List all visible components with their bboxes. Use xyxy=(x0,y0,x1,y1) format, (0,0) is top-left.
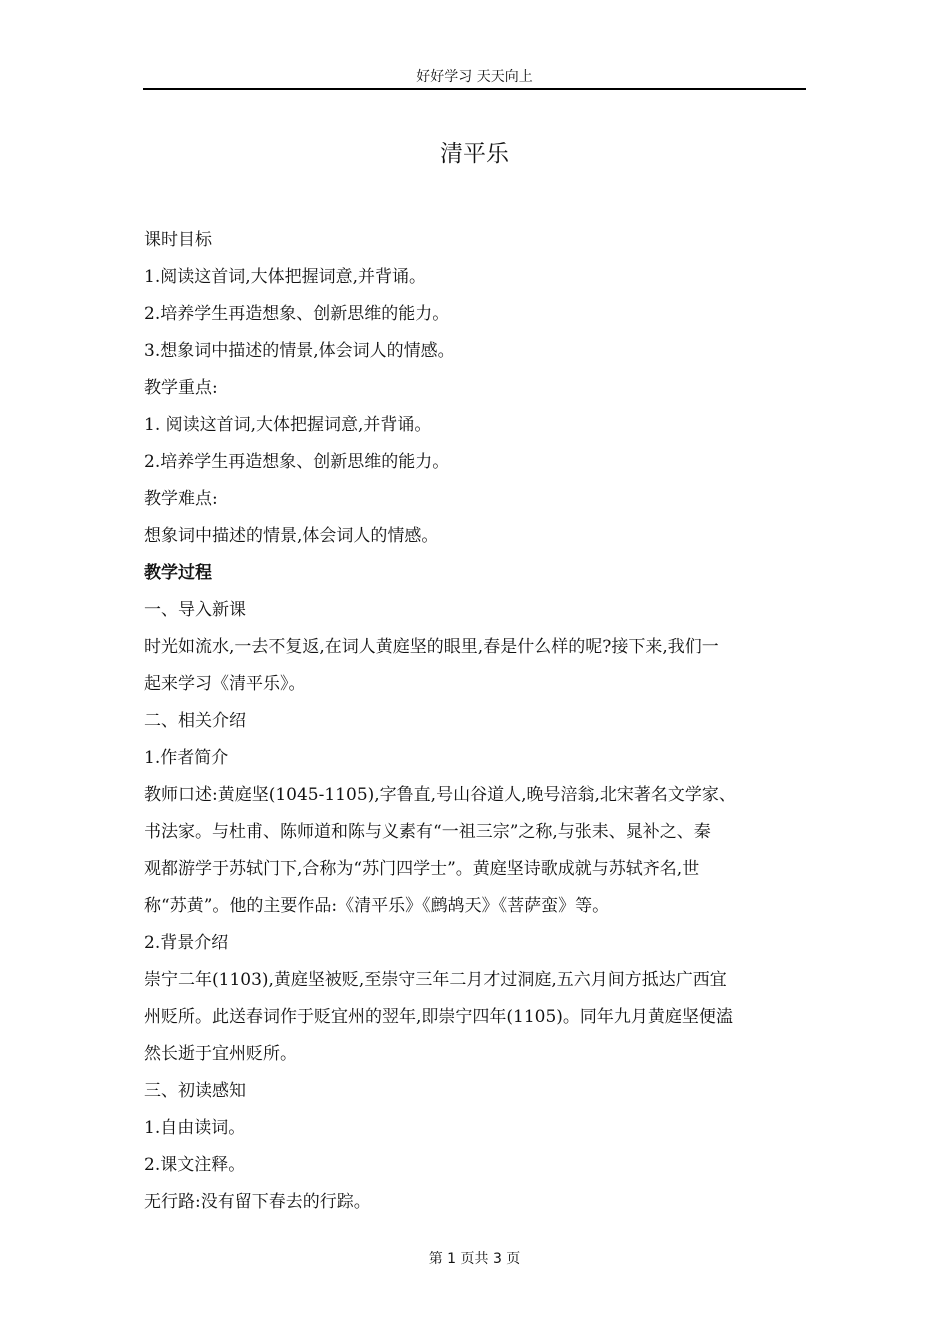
paragraph-line: 教师口述:黄庭坚(1045-1105),字鲁直,号山谷道人,晚号涪翁,北宋著名文学家、 xyxy=(144,785,736,805)
paragraph-line: 州贬所。此送春词作于贬宜州的翌年,即崇宁四年(1105)。同年九月黄庭坚便溘 xyxy=(144,1007,733,1027)
page-header: 好好学习 天天向上 xyxy=(416,69,533,85)
subsection-item: 1.自由读词。 xyxy=(144,1118,246,1138)
paragraph-line: 称“苏黄”。他的主要作品:《清平乐》《鹧鸪天》《菩萨蛮》等。 xyxy=(144,896,610,916)
section-heading-key-points: 教学重点: xyxy=(144,378,218,398)
paragraph-line: 观都游学于苏轼门下,合称为“苏门四学士”。黄庭坚诗歌成就与苏轼齐名,世 xyxy=(144,859,700,879)
key-point-item: 2.培养学生再造想象、创新思维的能力。 xyxy=(144,452,450,472)
header-divider xyxy=(143,88,806,90)
section-heading-objectives: 课时目标 xyxy=(144,230,212,250)
subsection-item: 1.作者简介 xyxy=(144,748,229,768)
paragraph-line: 书法家。与杜甫、陈师道和陈与义素有“一祖三宗”之称,与张耒、晁补之、秦 xyxy=(144,822,711,842)
objective-item: 2.培养学生再造想象、创新思维的能力。 xyxy=(144,304,450,324)
paragraph-line: 崇宁二年(1103),黄庭坚被贬,至崇守三年二月才过洞庭,五六月间方抵达广西宜 xyxy=(144,970,727,990)
annotation-line: 无行路:没有留下春去的行踪。 xyxy=(144,1192,371,1212)
subsection-heading: 二、相关介绍 xyxy=(144,711,246,731)
difficulty-item: 想象词中描述的情景,体会词人的情感。 xyxy=(144,526,439,546)
section-heading-process: 教学过程 xyxy=(144,563,212,583)
paragraph-line: 时光如流水,一去不复返,在词人黄庭坚的眼里,春是什么样的呢?接下来,我们一 xyxy=(144,637,719,657)
subsection-item: 2.课文注释。 xyxy=(144,1155,246,1175)
paragraph-line: 然长逝于宜州贬所。 xyxy=(144,1044,297,1064)
subsection-heading: 三、初读感知 xyxy=(144,1081,246,1101)
subsection-item: 2.背景介绍 xyxy=(144,933,229,953)
subsection-heading: 一、导入新课 xyxy=(144,600,246,620)
document-title: 清平乐 xyxy=(440,141,509,167)
section-heading-difficulties: 教学难点: xyxy=(144,489,218,509)
page-footer: 第 1 页共 3 页 xyxy=(428,1251,521,1267)
paragraph-line: 起来学习《清平乐》。 xyxy=(144,674,306,694)
objective-item: 3.想象词中描述的情景,体会词人的情感。 xyxy=(144,341,455,361)
document-body xyxy=(144,226,814,1225)
key-point-item: 1. 阅读这首词,大体把握词意,并背诵。 xyxy=(144,415,432,435)
objective-item: 1.阅读这首词,大体把握词意,并背诵。 xyxy=(144,267,427,287)
